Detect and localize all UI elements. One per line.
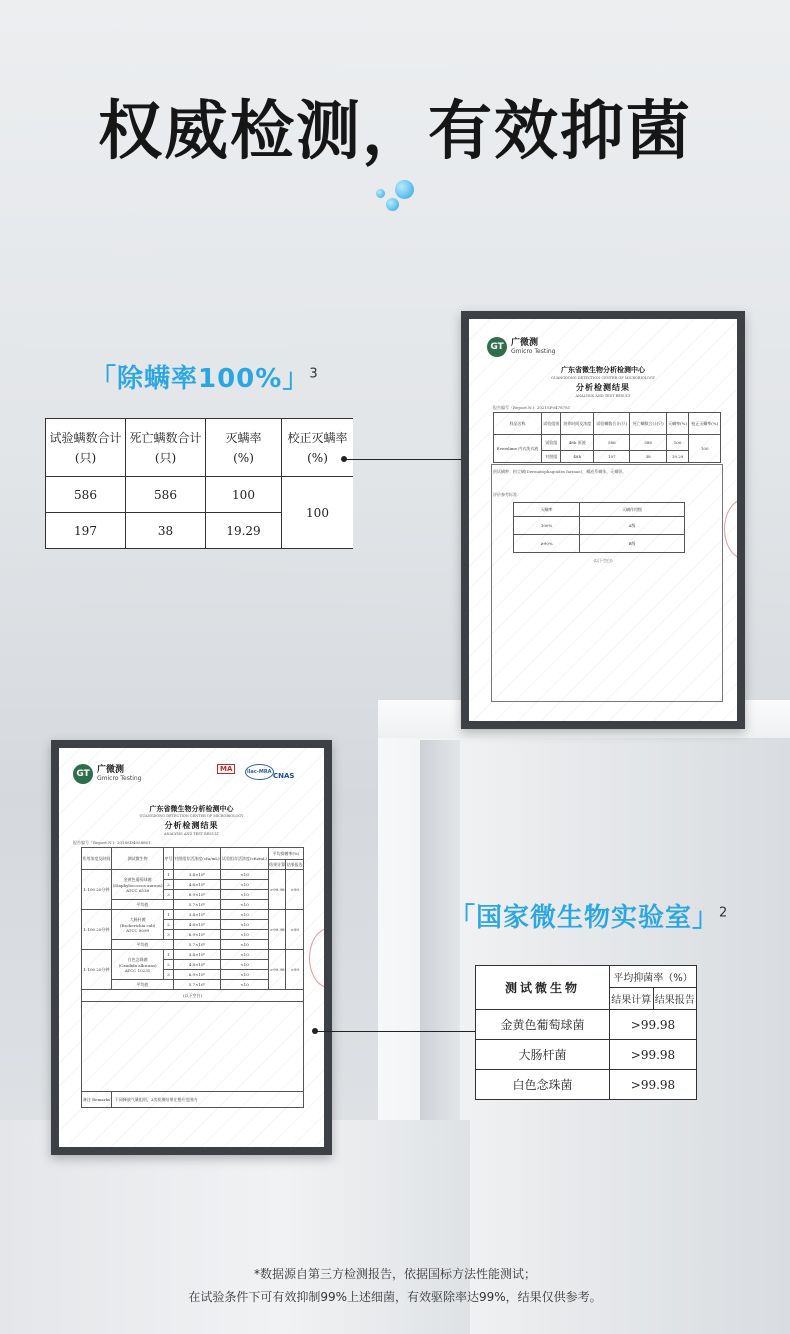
badge-mite-removal [90,358,319,395]
r1-head: 试验螨数合计(只) [594,413,630,435]
r2-lt: <10 [221,910,269,920]
r1-head: 灭螨率(%) [666,413,689,435]
r2-lt: <10 [221,970,269,980]
r2-idx: 2 [164,880,173,890]
r2-lt: <10 [221,870,269,880]
r2-head: 平均抑菌率(%) [268,848,303,860]
ma-cert-icon: MA [217,764,235,774]
report2-table [81,847,304,1108]
report1-table [493,412,721,463]
report1-note: 供试螨种：粉尘螨(Dermatophagoides farinae)，螨液系螨体、无螨卵。 [493,469,627,474]
r2-idx: 1 [164,910,173,920]
report-result-en: ANALYSIS AND TEST RESULT [164,832,219,836]
footnote-ref: 2 [719,905,729,921]
r2-organism-latin: (Candida albicans) [118,962,157,968]
r1-head: 校正灭螨率(%) [689,413,721,435]
r2-lt: <10 [221,920,269,930]
mite-col-header [46,419,126,477]
r2-lt: <10 [221,940,269,950]
r1-cell: 586 [594,435,630,451]
r2-val: 3.4×10⁶ [173,870,221,880]
r2-head: 作用浓度及时间 [82,848,112,870]
r2-val: 4.8×10⁶ [173,960,221,970]
report1-blank: (以下空白) [593,558,613,563]
r2-avg-label: 平均值 [111,900,173,910]
report-logo [487,337,555,357]
antibacterial-result-table [475,965,697,1100]
r2-idx: 3 [164,890,173,900]
r2-val: 6.9×10⁶ [173,930,221,940]
ilac-mra-icon: ilac-MRA [245,764,274,780]
r2-lt: <10 [221,880,269,890]
mite-col-header-text: 校正灭螨率 (%) [287,430,348,465]
report-center-en: GUANGDONG DETECTION CENTER OF MICROBIOLOGY [139,814,244,818]
report-center-en: GUANGDONG DETECTION CENTER OF MICROBIOLOGY [551,376,655,380]
logo-en: Gmicro Testing [97,775,142,782]
r1-cell: 试验组 [542,435,561,451]
footnote-ref: 3 [309,366,319,382]
badge-lab-text: 「国家微生物实验室」 [449,903,720,933]
r1-sample: Everslime 内衣洗衣液 [494,435,542,463]
r2-rep: >99 [286,870,304,910]
gt-logo-icon: GT [73,764,93,784]
mite-col-header-text: 试验螨数合计 (只) [49,430,122,465]
r1-cell: 48h 原液 [561,435,594,451]
r2-organism-latin: (Staphylococcus aureus) [112,882,163,888]
connector-line [316,1031,478,1032]
r2-calc: >99.98 [268,950,286,990]
r2-lt: <10 [221,950,269,960]
connector-dot [341,456,347,462]
r2-organism-atcc: ATCC 10231 [124,967,151,973]
mite-cell: 197 [46,513,126,549]
r2-head: 试验组存活浓度(cfu/mL) [221,848,269,870]
bubble-icon [395,180,414,199]
bubble-icon [376,189,385,198]
r2-lt: <10 [221,980,269,990]
r2-rep: >99 [286,950,304,990]
r2-organism-name: 白色念珠菌 [127,956,148,962]
r2-idx: 3 [164,930,173,940]
r2-lt: <10 [221,900,269,910]
r2-blank: (以下空白) [82,990,304,1002]
mite-cell: 19.29 [206,513,282,549]
logo-cn: 广微测 [511,338,539,348]
r2-conc: 1:100 20分钟 [82,870,112,910]
r2-organism-atcc: ATCC 8099 [126,927,150,933]
r2-idx: 1 [164,950,173,960]
mite-corrected-cell: 100 [282,477,354,549]
r2-idx: 2 [164,960,173,970]
footnote-line-1: *数据源自第三方检测报告，依据国标方法性能测试； [253,1267,536,1281]
r2-avg-label: 平均值 [111,980,173,990]
report-center: 广东省微生物分析检测中心 [149,804,234,813]
mite-result-table [45,418,353,549]
bact-sub-report: 结果报告 [653,988,697,1010]
r1-eval-head: 灭螨作用级 [580,503,685,517]
r2-calc: >99.98 [268,870,286,910]
r2-head: 序号 [164,848,173,870]
report1-border [491,464,723,702]
r2-organism-name: 金黄色葡萄球菌 [123,876,152,882]
footnote-line-2: 在试验条件下可有效抑制99%上述细菌，有效驱除率达99%，结果仅供参考。 [188,1290,602,1304]
r1-head: 试验组别 [542,413,561,435]
r2-avg: 5.7×10⁶ [173,940,221,950]
r2-lt: <10 [221,960,269,970]
r2-val: 3.4×10⁶ [173,910,221,920]
r2-sub: 结果报告 [286,860,304,870]
r2-organism [111,910,163,940]
r1-corrected: 100 [689,435,721,463]
r1-head: 死亡螨数合计(只) [630,413,666,435]
r2-conc: 1:100 20分钟 [82,950,112,990]
r1-cell: 38 [630,451,666,463]
mite-cell: 586 [126,477,206,513]
r1-cell: 586 [630,435,666,451]
r2-idx: 2 [164,920,173,930]
r1-eval-cell: 100% [514,517,580,535]
r2-calc: >99.98 [268,910,286,950]
bact-col-organism: 测试微生物 [476,966,610,1010]
badge-national-lab [449,897,728,934]
r2-val: 4.8×10⁶ [173,920,221,930]
r2-val: 6.9×10⁶ [173,970,221,980]
badge-mite-text: 「除螨率100%」 [90,364,310,394]
r2-lt: <10 [221,890,269,900]
r1-cell: 100 [666,435,689,451]
bact-organism: 大肠杆菌 [476,1040,610,1070]
connector-dot [312,1028,318,1034]
r2-organism [111,870,163,900]
r2-organism-latin: (Escherichia coli) [119,922,156,928]
page-title: 权威检测，有效抑菌 [98,95,692,169]
r2-avg: 5.7×10⁶ [173,900,221,910]
mite-col-header [282,419,354,477]
report-result: 分析检测结果 [164,820,219,830]
mite-col-header [126,419,206,477]
r1-head: 样品名称 [494,413,542,435]
r1-eval-head: 灭螨率 [514,503,580,517]
r2-val: 4.8×10⁶ [173,880,221,890]
bact-col-rate: 平均抑菌率（%） [610,966,697,988]
logo-cn: 广微测 [97,765,125,775]
r2-head: 测试微生物 [111,848,163,870]
mite-cell: 38 [126,513,206,549]
r1-cell: 19.29 [666,451,689,463]
bact-sub-calc: 结果计算 [610,988,654,1010]
cnas-icon: CNAS [273,772,295,780]
r1-cell: 48h [561,451,594,463]
r2-sub: 结果计算 [268,860,286,870]
mite-col-header [206,419,282,477]
mite-cell: 100 [206,477,282,513]
r2-remark: 不同释放气量组别，3次检测结果在相应范围内 [111,1092,303,1108]
bact-value: >99.98 [610,1010,697,1040]
r1-eval-cell: ≥90% [514,535,580,553]
r2-val: 6.9×10⁶ [173,890,221,900]
report-number: 报告编号（Report.N.): 2021SP0478781 [493,405,571,410]
report1-eval: 评价参考标准： [493,492,521,497]
report-result-en: ANALYSIS AND TEST RESULT [575,394,631,398]
r1-cell: 对照组 [542,451,561,463]
r2-conc: 1:100 20分钟 [82,910,112,950]
mite-report-document [461,311,745,729]
bact-value: >99.98 [610,1040,697,1070]
r2-head: 对照组存活浓度(cfu/mL) [173,848,221,870]
r2-val: 3.4×10⁶ [173,950,221,960]
mite-cell: 586 [46,477,126,513]
r2-avg: 5.7×10⁶ [173,980,221,990]
r2-rep: >99 [286,910,304,950]
bact-value: >99.98 [610,1070,697,1100]
r2-remark-label: 备注 Remarks [82,1092,112,1108]
r2-organism-name: 大肠杆菌 [129,916,146,922]
r2-lt: <10 [221,930,269,940]
r2-empty [82,1002,304,1092]
bubble-icon [386,198,399,211]
r1-eval-cell: B级 [580,535,685,553]
r2-idx: 3 [164,970,173,980]
r1-cell: 197 [594,451,630,463]
bact-organism: 金黄色葡萄球菌 [476,1010,610,1040]
r1-head: 培养时间及浓度 [561,413,594,435]
r2-organism-atcc: ATCC 6538 [126,887,150,893]
r1-eval-cell: A级 [580,517,685,535]
report-result: 分析检测结果 [576,382,630,392]
r2-idx: 1 [164,870,173,880]
report-center: 广东省微生物分析检测中心 [561,365,645,374]
gt-logo-icon: GT [487,337,507,357]
r2-avg-label: 平均值 [111,940,173,950]
bact-organism: 白色念珠菌 [476,1070,610,1100]
mite-col-header-text: 死亡螨数合计 (只) [129,430,202,465]
r2-organism [111,950,163,980]
report-number: 报告编号（Report.N.): 2018SD4058801 [73,840,151,845]
report-logo [73,764,141,784]
antibacterial-report-document [51,740,332,1155]
logo-en: Gmicro Testing [511,348,556,355]
mite-col-header-text: 灭螨率 (%) [225,430,262,465]
